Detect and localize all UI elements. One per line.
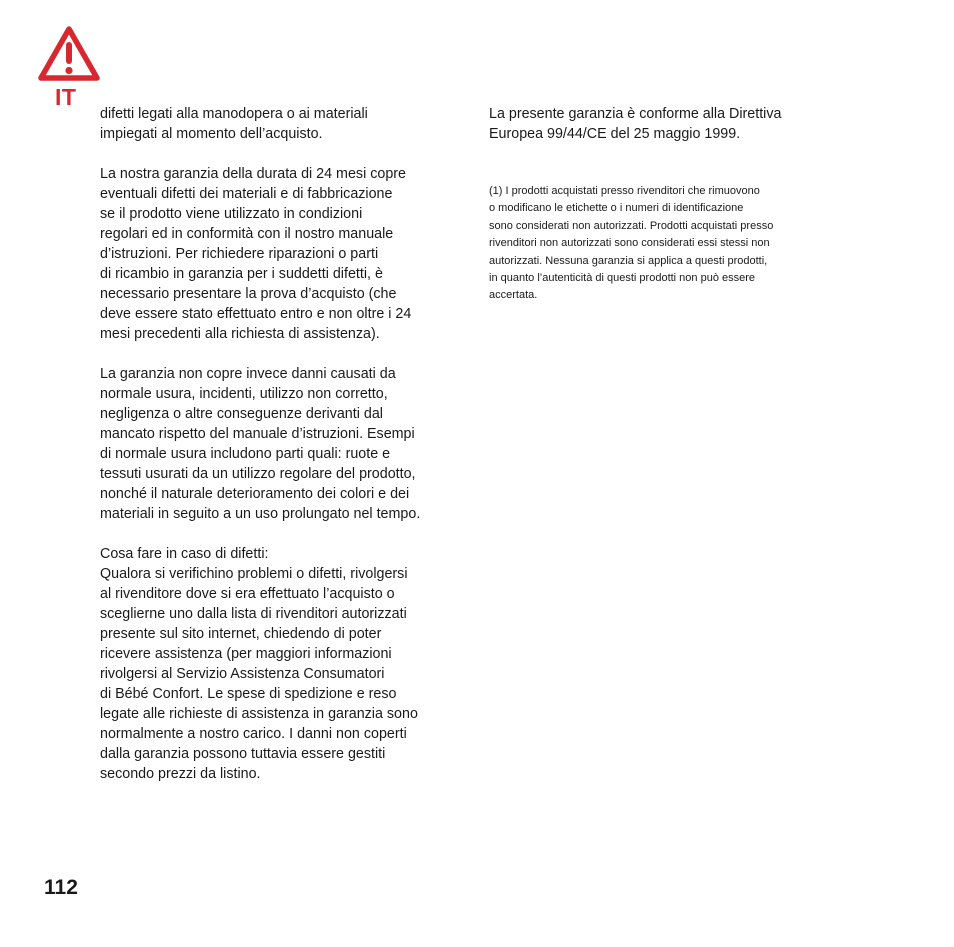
warranty-paragraph-defects: Cosa fare in caso di difetti: Qualora si verifichino problemi o difetti, rivolgersi al rivenditore dove si era effettuato l’acquisto o sceglierne uno dalla lista di rivenditori autorizzati presente sul sito internet, chiedendo di poter ricevere assistenza (per maggiori informazioni rivolgersi al Servizio Assistenza Consumatori di Bébé Confort. Le spese di spedizione e reso legate alle richieste di assistenza in garanzia sono normalmente a nostro carico. I danni non coperti dalla garanzia possono tuttavia essere gestiti secondo prezzi da listino. [100,546,418,782]
directive-paragraph: La presente garanzia è conforme alla Direttiva Europea 99/44/CE del 25 maggio 1999. [489,106,782,142]
page-number: 112 [44,876,78,899]
warranty-paragraph-duration: La nostra garanzia della durata di 24 mesi copre eventuali difetti dei materiali e di fabbricazione se il prodotto viene utilizzato in condizioni regolari ed in conformità con il nostro manuale d’istruzioni. Per richiedere riparazioni o parti di ricambio in garanzia per i suddetti difetti, è necessario presentare la prova d’acquisto (che deve essere stato effettuato entro e non oltre i 24 mesi precedenti alla richiesta di assistenza). [100,166,412,342]
warranty-paragraph-exclusions: La garanzia non copre invece danni causati da normale usura, incidenti, utilizzo non corretto, negligenza o altre conseguenze derivanti dal mancato rispetto del manuale d’istruzioni. Esempi di normale usura includono parti quali: ruote e tessuti usurati da un utilizzo regolare del prodotto, nonché il naturale deterioramento dei colori e dei materiali in seguito a un uso prolungato nel tempo. [100,366,421,522]
warning-triangle-icon [37,25,101,83]
left-column [100,104,470,804]
footnote: (1) I prodotti acquistati presso rivenditori che rimuovono o modificano le etichette o i numeri di identificazione sono considerati non autorizzati. Prodotti acquistati presso rivenditori non autorizzati sono considerati essi stessi non autorizzati. Nessuna garanzia si applica a questi prodotti, in quanto l’autenticità di questi prodotti non può essere accertata. [489,185,774,302]
language-code: IT [55,84,77,110]
warranty-paragraph-materials: difetti legati alla manodopera o ai materiali impiegati al momento dell’acquisto. [100,106,368,142]
right-column [489,104,834,164]
